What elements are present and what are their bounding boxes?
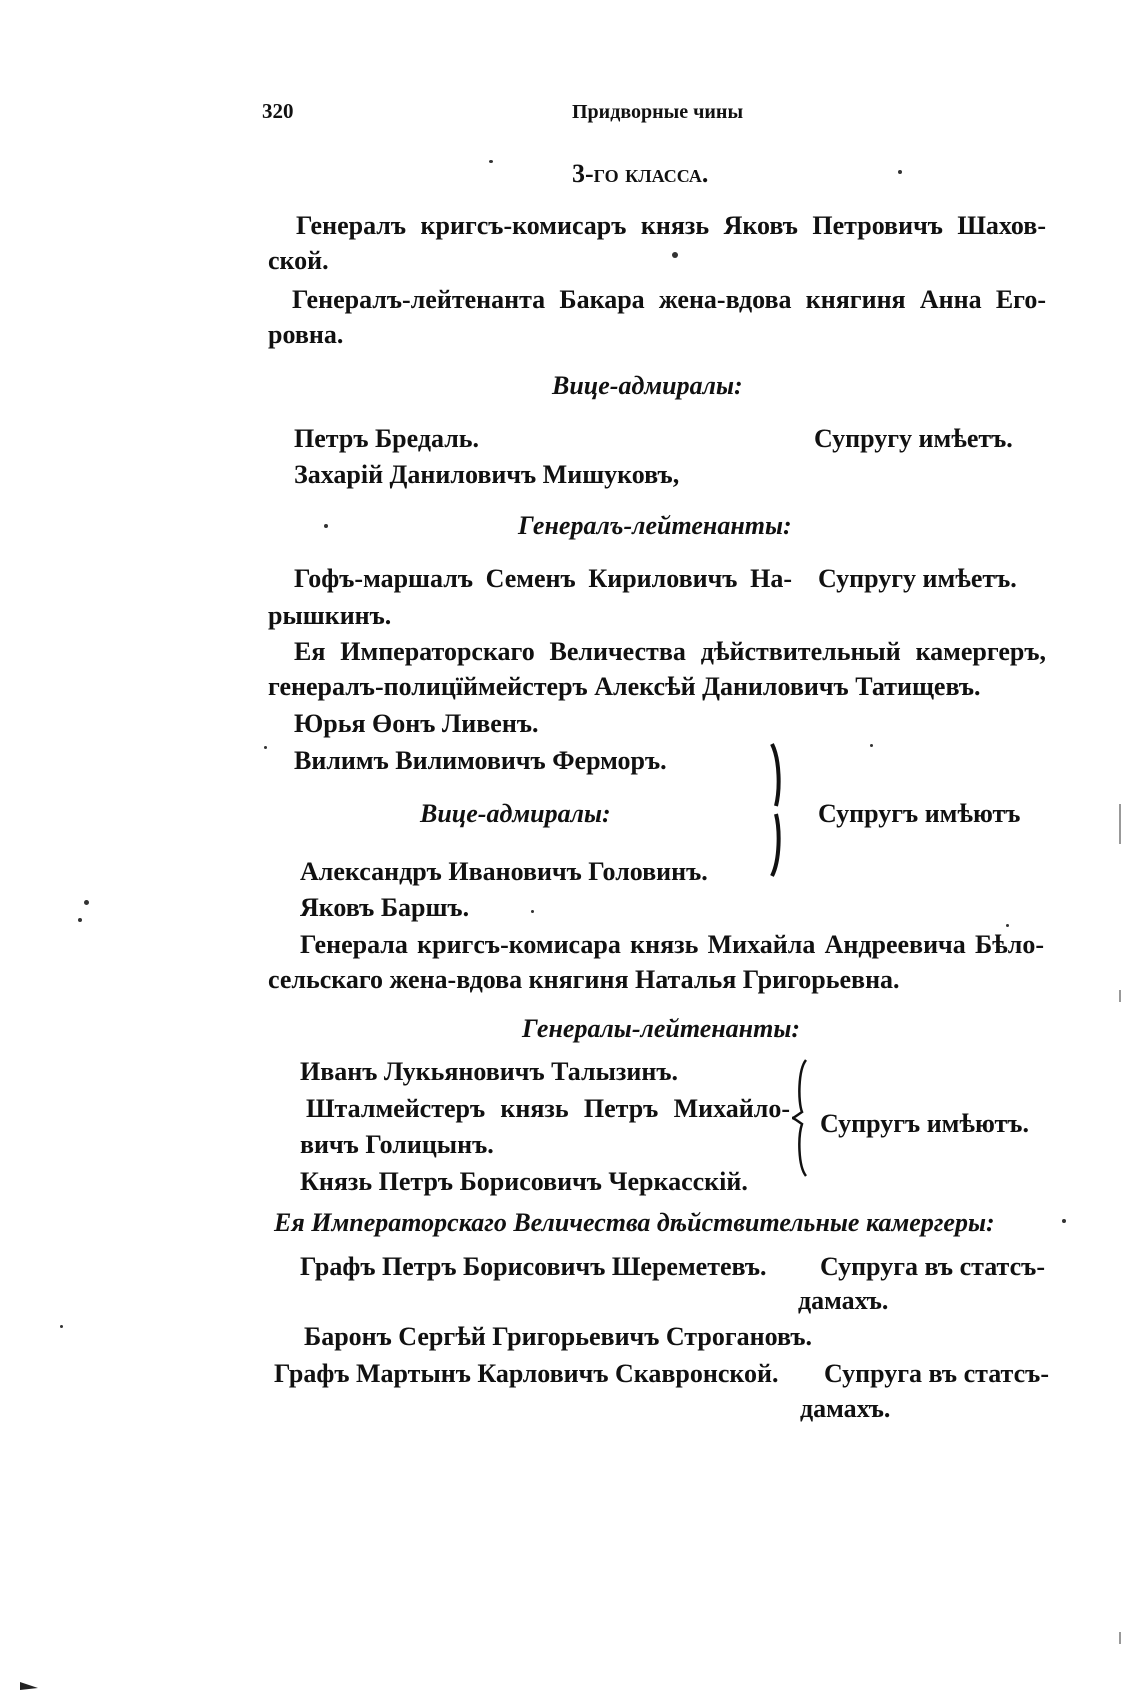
- scan-speck: [84, 900, 89, 905]
- scan-speck: [870, 744, 873, 747]
- entry-shakhovskoy-line1: Генералъ кригсъ-комисаръ князь Яковъ Петровичъ Шахов-: [296, 211, 1046, 240]
- entry-sheremetev: Графъ Петръ Борисовичъ Шереметевъ.: [300, 1252, 767, 1281]
- entry-fermor: Вилимъ Вилимовичъ Ферморъ.: [294, 746, 667, 775]
- scan-speck: [672, 252, 678, 258]
- entry-beloselsky-line2: сельскаго жена-вдова княгиня Наталья Григорьевна.: [268, 965, 900, 994]
- scan-speck: [1006, 924, 1009, 927]
- entry-golovin: Александръ Ивановичъ Головинъ.: [300, 857, 708, 886]
- brace-left-group-2: [790, 1056, 814, 1180]
- entry-beloselsky-line1: Генерала кригсъ-комисара князь Михайла Андреевича Бѣло-: [300, 930, 1044, 959]
- scan-speck: [324, 524, 328, 528]
- entry-cherkassky: Князь Петръ Борисовичъ Черкасскій.: [300, 1167, 748, 1196]
- entry-talyzin: Иванъ Лукьяновичъ Талызинъ.: [300, 1057, 678, 1086]
- note-group-fermor-barsh: Супругъ имѣютъ: [818, 799, 1021, 828]
- entry-liven: Юрья Өонъ Ливенъ.: [294, 709, 539, 738]
- entry-bakar-line2: ровна.: [268, 320, 344, 349]
- page-number: 320: [262, 99, 294, 123]
- scan-speck: [78, 918, 82, 922]
- heading-vice-admirals-2: Вице-адмиралы:: [420, 799, 611, 828]
- running-title: Придворные чины: [572, 101, 744, 123]
- entry-tatishchev-line2: генералъ-полицїймейстеръ Алексѣй Даниловичъ Татищевъ.: [268, 672, 981, 701]
- scan-speck: [60, 1325, 63, 1328]
- note-naryshkin: Супругу имѣетъ.: [818, 564, 1017, 593]
- note-bredal: Супругу имѣетъ.: [814, 424, 1013, 453]
- entry-bakar-line1: Генералъ-лейтенанта Бакара жена-вдова княгиня Анна Его-: [292, 285, 1046, 314]
- note-sheremetev-line1: Супруга въ статсъ-: [820, 1252, 1045, 1281]
- scan-speck: [531, 910, 534, 913]
- scan-corner-mark: [20, 1680, 40, 1692]
- scan-speck: [1062, 1219, 1066, 1223]
- heading-chamberlains: Ея Императорскаго Величества дѣйствительные камергеры:: [274, 1208, 995, 1237]
- note-skavronsky-line2: дамахъ.: [800, 1394, 891, 1423]
- heading-vice-admirals-1: Вице-адмиралы:: [552, 371, 743, 400]
- entry-barsh: Яковъ Баршъ.: [300, 893, 470, 922]
- scan-edge-mark: [1119, 1632, 1121, 1644]
- scan-edge-mark: [1119, 804, 1121, 844]
- entry-tatishchev-line1: Ея Императорскаго Величества дѣйствительный камергеръ,: [294, 637, 1046, 666]
- entry-stroganov: Баронъ Сергѣй Григорьевичъ Строгановъ.: [304, 1322, 813, 1351]
- note-sheremetev-line2: дамахъ.: [798, 1286, 889, 1315]
- entry-naryshkin-line1: Гофъ-маршалъ Семенъ Кириловичъ На-: [294, 564, 792, 593]
- entry-golitsyn-line1: Шталмейстеръ князь Петръ Михайло-: [306, 1094, 790, 1123]
- scan-edge-mark: [1119, 990, 1121, 1002]
- heading-generals-lt-1: Генералъ-лейтенанты:: [518, 511, 792, 540]
- scan-speck: [264, 746, 267, 749]
- entry-naryshkin-line2: рышкинъ.: [268, 601, 392, 630]
- note-group-talyzin-cherkassky: Супругъ имѣютъ.: [820, 1109, 1029, 1138]
- scan-speck: [898, 170, 902, 174]
- brace-right-group-1: [766, 740, 790, 880]
- entry-golitsyn-line2: вичъ Голицынъ.: [300, 1130, 494, 1159]
- entry-bredal: Петръ Бредаль.: [294, 424, 480, 453]
- entry-skavronsky: Графъ Мартынъ Карловичъ Скавронской.: [274, 1359, 779, 1388]
- note-skavronsky-line1: Супруга въ статсъ-: [824, 1359, 1049, 1388]
- entry-mishukov: Захарій Даниловичъ Мишуковъ,: [294, 460, 680, 489]
- entry-shakhovskoy-line2: ской.: [268, 246, 329, 275]
- section-heading: 3-го класса.: [572, 159, 709, 188]
- scan-speck: [489, 160, 493, 163]
- heading-generals-lt-2: Генералы-лейтенанты:: [522, 1014, 801, 1043]
